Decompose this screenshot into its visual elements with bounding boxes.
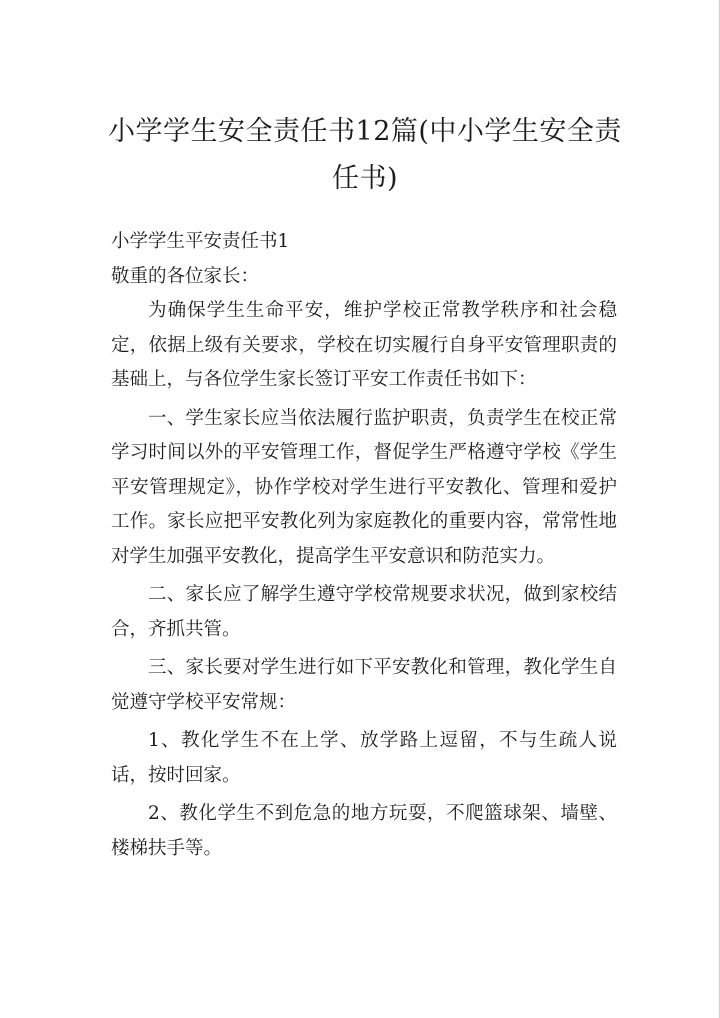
paragraph-subitem-2: 2、教化学生不到危急的地方玩耍，不爬篮球架、墙壁、楼梯扶手等。 <box>111 803 617 859</box>
paragraph-item-2: 二、家长应了解学生遵守学校常规要求状况，做到家校结合，齐抓共管。 <box>111 584 617 640</box>
paragraph-intro: 为确保学生生命平安，维护学校正常教学秩序和社会稳定，依据上级有关要求，学校在切实履行自身平安管理职责的基础上，与各位学生家长签订平安工作责任书如下： <box>111 300 617 390</box>
document-body <box>111 225 617 866</box>
section-heading: 小学学生平安责任书1 <box>111 231 290 252</box>
paragraph-subitem-1: 1、教化学生不在上学、放学路上逗留，不与生疏人说话，按时回家。 <box>111 730 617 786</box>
document-title: 小学学生安全责任书12篇(中小学生安全责任书) <box>108 116 622 194</box>
paragraph-item-3: 三、家长要对学生进行如下平安教化和管理，教化学生自觉遵守学校平安常规： <box>111 657 617 713</box>
paragraph-item-1: 一、学生家长应当依法履行监护职责，负责学生在校正常学习时间以外的平安管理工作，督促学生严格遵守学校《学生平安管理规定》，协作学校对学生进行平安教化、管理和爱护工作。家长应把平安教化列为家庭教化的重要内容，常常性地对学生加强平安教化，提高学生平安意识和防范实力。 <box>111 407 617 567</box>
salutation: 敬重的各位家长： <box>111 265 260 287</box>
